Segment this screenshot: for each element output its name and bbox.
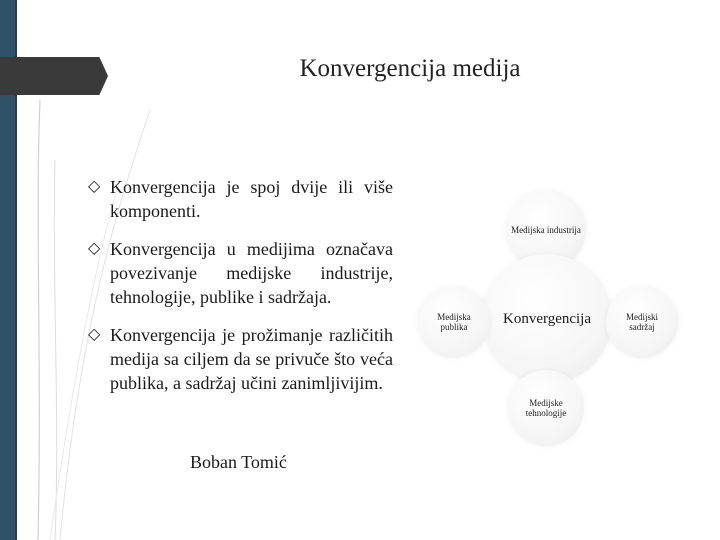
bullet-text: Konvergencija u medijima označava povezivanje medijske industrije, tehnologije, publike i sadržaja. (110, 239, 393, 307)
node-audience (418, 286, 490, 358)
node-center-label: Konvergencija (502, 310, 592, 327)
bullet-item (88, 323, 393, 395)
convergence-diagram (410, 180, 720, 460)
node-content-label: Medijski sadržaj (625, 312, 658, 332)
node-technology (508, 370, 584, 446)
node-industry-label: Medijska industrija (511, 225, 581, 235)
bullet-item (88, 237, 393, 309)
bullet-text: Konvergencija je prožimanje različitih medija sa ciljem da se privuče što veća publika, a sadržaj učini zanimljivijim. (110, 325, 393, 393)
diamond-icon: ◇ (88, 326, 101, 343)
bullet-text: Konvergencija je spoj dvije ili više komponenti. (110, 177, 393, 221)
node-content (606, 286, 678, 358)
diamond-icon: ◇ (88, 240, 101, 257)
slide-title: Konvergencija medija (299, 55, 521, 82)
diamond-icon: ◇ (88, 178, 101, 195)
bullet-list (88, 175, 393, 409)
author-name: Boban Tomić (190, 452, 287, 472)
node-center (482, 254, 612, 384)
node-technology-label: Medijske tehnologije (525, 398, 567, 418)
bullet-item (88, 175, 393, 223)
node-audience-label: Medijska publika (437, 312, 471, 332)
title-accent-tab (0, 57, 108, 95)
